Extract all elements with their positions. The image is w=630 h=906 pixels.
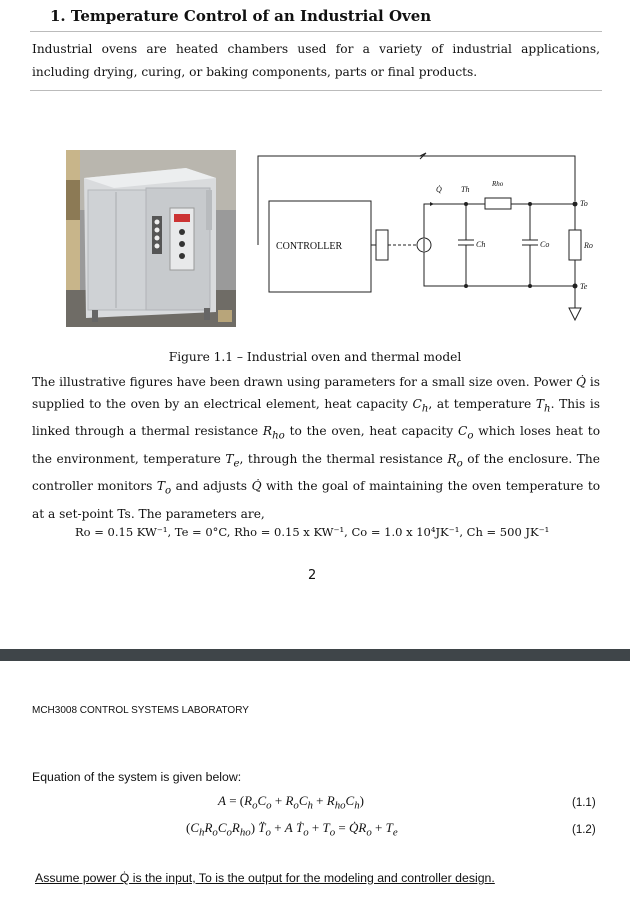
svg-text:Rho: Rho: [492, 180, 504, 188]
equation-2: $(C_hR_oC_oR_{ho})$ $T̈_o + A$ Ṫ$_o$ + $T_o$ = $Q̇R_o + T_e$: [186, 820, 398, 839]
figure-caption: Figure 1.1 – Industrial oven and thermal model: [168, 350, 462, 364]
lab-header: MCH3008 CONTROL SYSTEMS LABORATORY: [32, 705, 249, 716]
svg-text:Co: Co: [540, 240, 550, 249]
svg-text:Th: Th: [461, 185, 470, 194]
section-heading: 1. Temperature Control of an Industrial Oven: [50, 7, 432, 25]
thermal-model-diagram: [254, 148, 606, 330]
oven-photo: [66, 150, 236, 327]
equations-intro: Equation of the system is given below:: [32, 770, 242, 784]
intro-rule: [30, 90, 602, 91]
page-break-band: [0, 649, 630, 661]
intro-paragraph: Industrial ovens are heated chambers used for a variety of industrial applications, including drying, curing, or baking components, parts or final products.: [32, 42, 600, 79]
description-paragraph: The illustrative figures have been drawn using parameters for a small size oven. Power Q̇ is supplied to the oven by an electrical element, heat capacity $C_h$, at temperature $T_h$. This is linked through a thermal resistance $R_{ho}$ to the oven, heat capacity $C_o$ which loses heat to the environment, temperature $T_e$, through the thermal resistance $R_o$ of the enclosure. The controller monitors $T_o$ and adjusts Q̇ with the goal of maintaining the oven temperature to at a set-point Ts. The parameters are,: [32, 375, 601, 521]
svg-text:Ro: Ro: [584, 241, 593, 250]
equation-1-number: (1.1): [572, 797, 596, 809]
parameter-list: Ro = 0.15 KW⁻¹, Te = 0°C, Rho = 0.15 x KW⁻¹, Co = 1.0 x 10⁴JK⁻¹, Ch = 500 JK⁻¹: [75, 525, 550, 539]
svg-text:Te: Te: [580, 282, 588, 291]
controller-label: CONTROLLER: [276, 241, 343, 252]
svg-text:Ch: Ch: [476, 240, 486, 249]
svg-text:To: To: [580, 199, 588, 208]
equation-2-number: (1.2): [572, 824, 596, 836]
equation-1: $A = (R_oC_o + R_oC_h + R_{ho}C_h)$: [218, 793, 364, 812]
assumption-note: Assume power Q̇ is the input, To is the output for the modeling and controller design.: [35, 871, 495, 885]
heading-rule: [30, 31, 602, 32]
page-number: 2: [308, 568, 317, 583]
svg-text:Q̇: Q̇: [436, 185, 442, 194]
